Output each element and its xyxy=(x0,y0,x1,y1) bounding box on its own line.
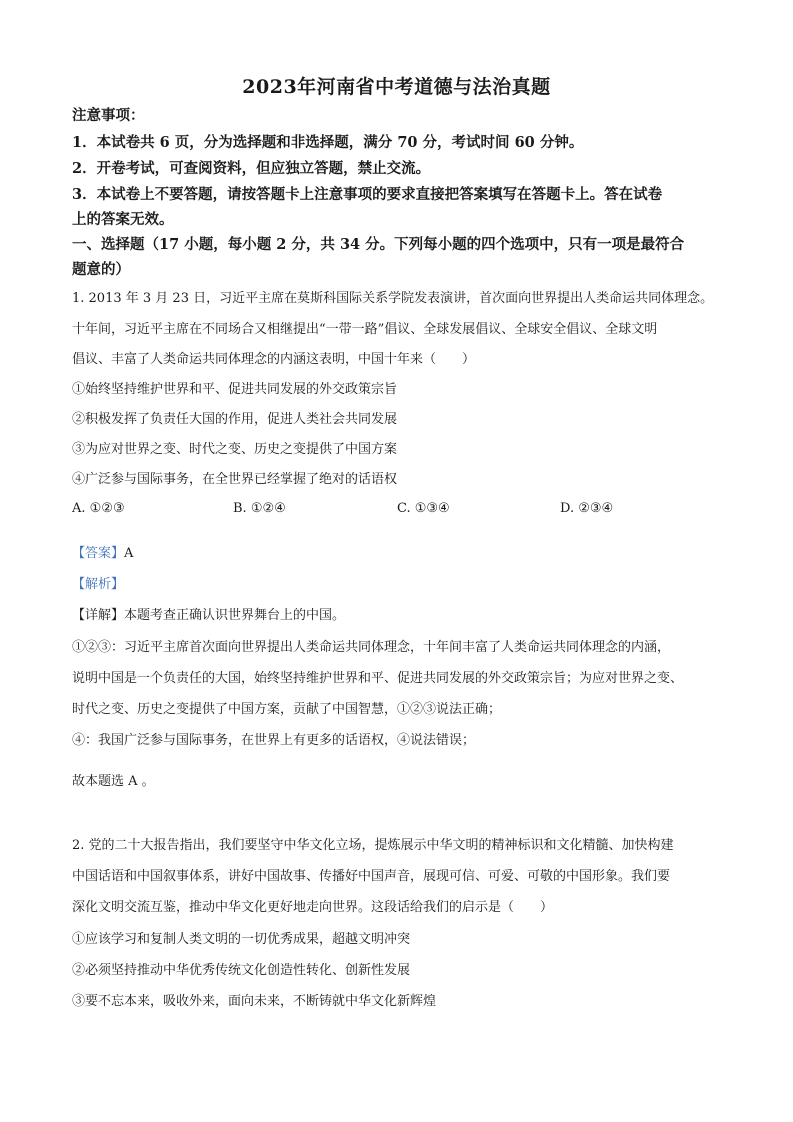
q2-statement: ①应该学习和复制人类文明的一切优秀成果，超越文明冲突 xyxy=(72,932,411,947)
page-title: 2023年河南省中考道德与法治真题 xyxy=(242,76,551,98)
q1-detail: ④：我国广泛参与国际事务，在世界上有更多的话语权，④说法错误； xyxy=(72,733,476,748)
q2-stem: 深化文明交流互鉴，推动中华文化更好地走向世界。这段话给我们的启示是（ ） xyxy=(72,900,554,915)
q1-detail: 时代之变、历史之变提供了中国方案，贡献了中国智慧，①②③说法正确； xyxy=(72,702,502,717)
q1-conclusion: 故本题选 A 。 xyxy=(72,774,155,789)
section-heading: 一、选择题（17 小题，每小题 2 分，共 34 分。下列每小题的四个选项中，只有一项是最符合 xyxy=(72,236,685,253)
q1-detail: 【详解】本题考查正确认识世界舞台上的中国。 xyxy=(72,608,346,623)
q2-statement: ②必须坚持推动中华优秀传统文化创造性转化、创新性发展 xyxy=(72,963,411,978)
answer-value: A xyxy=(124,546,134,561)
q1-answer xyxy=(72,542,133,561)
q1-stem: 倡议、丰富了人类命运共同体理念的内涵这表明，中国十年来（ ） xyxy=(72,352,476,367)
notice-item: 1．本试卷共 6 页，分为选择题和非选择题，满分 70 分，考试时间 60 分钟。 xyxy=(72,134,584,151)
q2-statement: ③要不忘本来，吸收外来，面向未来，不断铸就中华文化新辉煌 xyxy=(72,994,437,1009)
q1-stem: 十年间，习近平主席在不同场合又相继提出“一带一路”倡议、全球发展倡议、全球安全倡议、全球文明 xyxy=(72,322,658,337)
q1-statement: ③为应对世界之变、时代之变、历史之变提供了中国方案 xyxy=(72,442,398,457)
q1-option-a: A. ①②③ xyxy=(72,501,125,516)
q1-statement: ②积极发挥了负责任大国的作用，促进人类社会共同发展 xyxy=(72,412,398,427)
q1-option-d: D. ②③④ xyxy=(560,501,614,516)
notice-item: 2．开卷考试，可查阅资料，但应独立答题，禁止交流。 xyxy=(72,160,431,177)
q1-statement: ④广泛参与国际事务，在全世界已经掌握了绝对的话语权 xyxy=(72,472,398,487)
answer-label: 【答案】 xyxy=(72,546,125,561)
q1-detail: ①②③：习近平主席首次面向世界提出人类命运共同体理念，十年间丰富了人类命运共同体理念的内涵， xyxy=(72,640,671,655)
q2-stem: 中国话语和中国叙事体系，讲好中国故事、传播好中国声音，展现可信、可爱、可敬的中国形象。我们要 xyxy=(72,869,671,884)
notice-heading: 注意事项： xyxy=(72,107,145,124)
q1-statement: ①始终坚持维护世界和平、促进共同发展的外交政策宗旨 xyxy=(72,382,398,397)
analysis-label: 【解析】 xyxy=(72,577,125,592)
q1-option-b: B. ①②④ xyxy=(233,501,286,516)
notice-item: 上的答案无效。 xyxy=(72,211,174,228)
q1-option-c: C. ①③④ xyxy=(397,501,450,516)
section-heading-cont: 题意的） xyxy=(72,261,130,278)
q2-stem: 2. 党的二十大报告指出，我们要坚守中华文化立场，提炼展示中华文明的精神标识和文化精髓、加快构建 xyxy=(72,838,674,853)
q1-stem: 1. 2013 年 3 月 23 日，习近平主席在莫斯科国际关系学院发表演讲，首次面向世界提出人类命运共同体理念。 xyxy=(72,291,714,306)
notice-item: 3．本试卷上不要答题，请按答题卡上注意事项的要求直接把答案填写在答题卡上。答在试卷 xyxy=(72,186,663,203)
q1-detail: 说明中国是一个负责任的大国，始终坚持维护世界和平、促进共同发展的外交政策宗旨；为应对世界之变、 xyxy=(72,671,684,686)
